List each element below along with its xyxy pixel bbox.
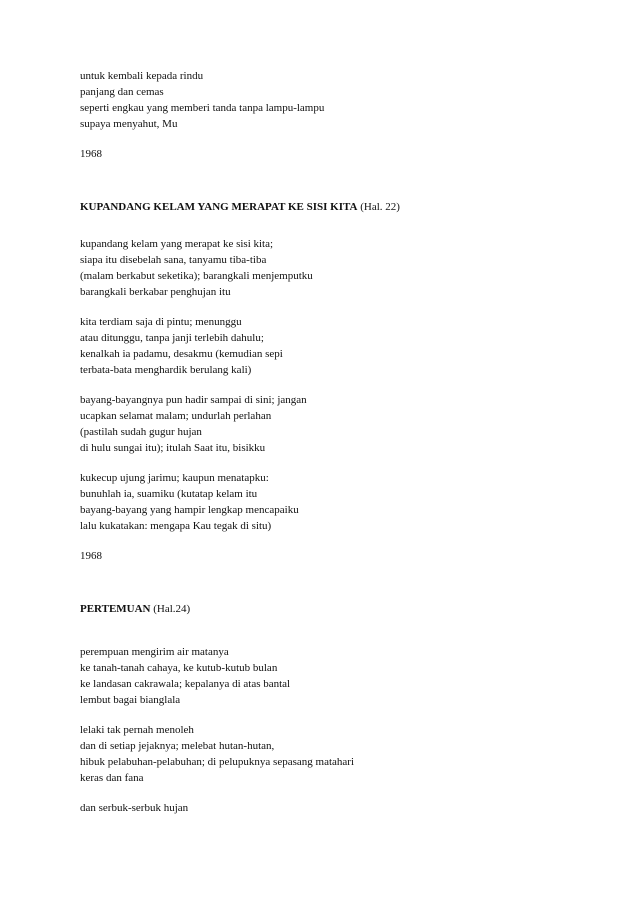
poem-line: terbata-bata menghardik berulang kali) [80,364,252,376]
page-reference: (Hal. 22) [360,201,400,213]
document-page [80,68,580,830]
stanza [80,722,580,786]
poem-line: supaya menyahut, Mu [80,118,178,130]
poem-line: ke tanah-tanah cahaya, ke kutub-kutub bulan [80,662,278,674]
poem-kupandang-kelam [80,199,580,564]
stanza [80,470,580,534]
poem-line: lalu kukatakan: mengapa Kau tegak di situ) [80,520,272,532]
poem-line: bayang-bayangnya pun hadir sampai di sini; jangan [80,394,307,406]
poem-line: untuk kembali kepada rindu [80,70,204,82]
poem-line: hibuk pelabuhan-pelabuhan; di pelupuknya sepasang matahari [80,756,354,768]
poem-line: kita terdiam saja di pintu; menunggu [80,316,242,328]
page-reference: (Hal.24) [153,603,191,615]
poem-year: 1968 [80,550,102,562]
poem-line: ke landasan cakrawala; kepalanya di atas bantal [80,678,291,690]
poem-line: bayang-bayang yang hampir lengkap mencapaiku [80,504,299,516]
poem-title: PERTEMUAN [80,603,151,615]
poem-line: barangkali berkabar penghujan itu [80,286,231,298]
stanza [80,800,580,816]
poem-title: KUPANDANG KELAM YANG MERAPAT KE SISI KITA [80,201,358,213]
poem-line: kupandang kelam yang merapat ke sisi kita; [80,238,274,250]
poem-line: ucapkan selamat malam; undurlah perlahan [80,410,272,422]
poem-fragment [80,68,580,162]
poem-line: di hulu sungai itu); itulah Saat itu, bisikku [80,442,266,454]
poem-line: perempuan mengirim air matanya [80,646,229,658]
stanza [80,644,580,708]
stanza [80,314,580,378]
stanza [80,68,580,132]
poem-line: seperti engkau yang memberi tanda tanpa lampu-lampu [80,102,325,114]
stanza [80,392,580,456]
poem-year: 1968 [80,148,102,160]
poem-pertemuan [80,601,580,816]
poem-line: bunuhlah ia, suamiku (kutatap kelam itu [80,488,258,500]
poem-line: dan di setiap jejaknya; melebat hutan-hutan, [80,740,275,752]
stanza [80,236,580,300]
poem-heading [80,601,580,617]
poem-line: lelaki tak pernah menoleh [80,724,194,736]
poem-line: dan serbuk-serbuk hujan [80,802,189,814]
poem-line: (malam berkabut seketika); barangkali menjemputku [80,270,313,282]
poem-line: panjang dan cemas [80,86,164,98]
poem-line: atau ditunggu, tanpa janji terlebih dahulu; [80,332,264,344]
poem-line: kenalkah ia padamu, desakmu (kemudian sepi [80,348,283,360]
poem-line: keras dan fana [80,772,144,784]
poem-line: lembut bagai bianglala [80,694,181,706]
poem-line: (pastilah sudah gugur hujan [80,426,202,438]
poem-line: kukecup ujung jarimu; kaupun menatapku: [80,472,269,484]
poem-line: siapa itu disebelah sana, tanyamu tiba-tiba [80,254,267,266]
poem-heading [80,199,580,215]
